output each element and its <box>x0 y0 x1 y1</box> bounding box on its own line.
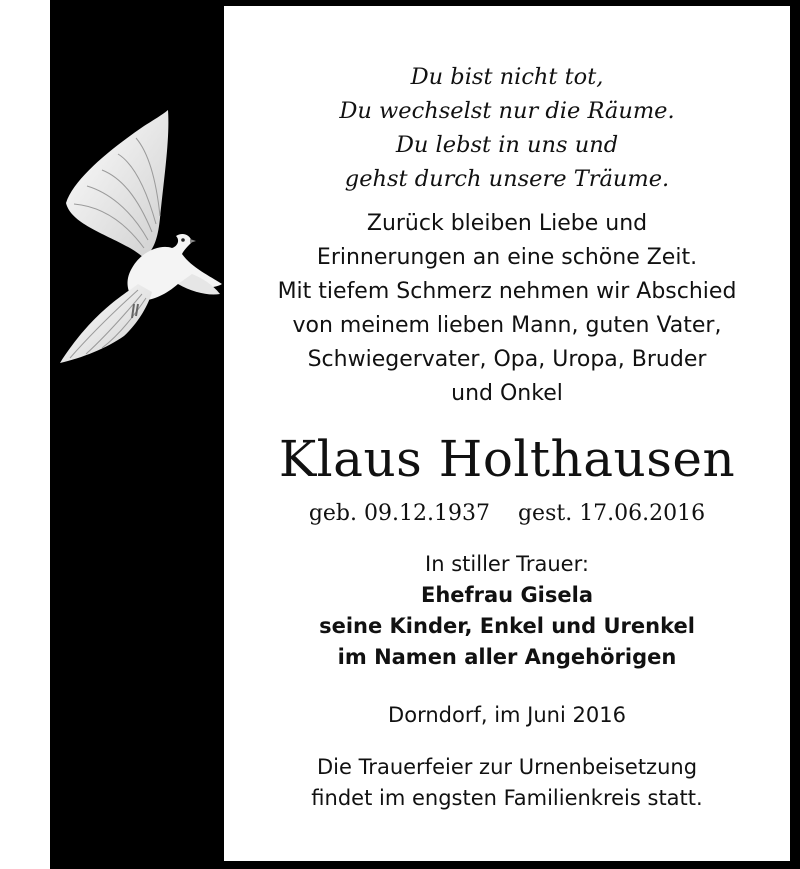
farewell-line: und Onkel <box>451 381 563 406</box>
mourner-line: Ehefrau Gisela <box>420 583 593 607</box>
service-note <box>224 752 790 814</box>
farewell-line: Zurück bleiben Liebe und <box>366 211 648 236</box>
poem <box>224 60 790 196</box>
poem-line: gehst durch unsere Träume. <box>344 166 670 192</box>
farewell-line: Mit tiefem Schmerz nehmen wir Abschied <box>277 279 737 304</box>
poem-line: Du bist nicht tot, <box>410 64 604 90</box>
farewell-text <box>224 207 790 411</box>
mourner-line: seine Kinder, Enkel und Urenkel <box>319 614 695 638</box>
farewell-line: von meinem lieben Mann, guten Vater, <box>292 313 722 338</box>
poem-line: Du wechselst nur die Räume. <box>339 98 675 124</box>
death-date: gest. 17.06.2016 <box>517 501 706 526</box>
deceased-name: Klaus Holthausen <box>278 430 736 488</box>
mourner-line: im Namen aller Angehörigen <box>337 645 677 669</box>
service-line: Die Trauerfeier zur Urnenbeisetzung <box>316 755 698 779</box>
service-line: findet im engsten Familienkreis statt. <box>311 786 703 810</box>
mourners <box>224 549 790 673</box>
poem-line: Du lebst in uns und <box>395 132 619 158</box>
farewell-line: Erinnerungen an eine schöne Zeit. <box>316 245 698 270</box>
farewell-line: Schwiegervater, Opa, Uropa, Bruder <box>307 347 707 372</box>
white-dove-icon <box>52 108 224 373</box>
left-border-strip <box>0 0 50 869</box>
birth-date: geb. 09.12.1937 <box>308 501 490 526</box>
place-date: Dorndorf, im Juni 2016 <box>388 703 626 727</box>
mourners-heading: In stiller Trauer: <box>425 552 589 576</box>
life-dates <box>224 497 790 531</box>
